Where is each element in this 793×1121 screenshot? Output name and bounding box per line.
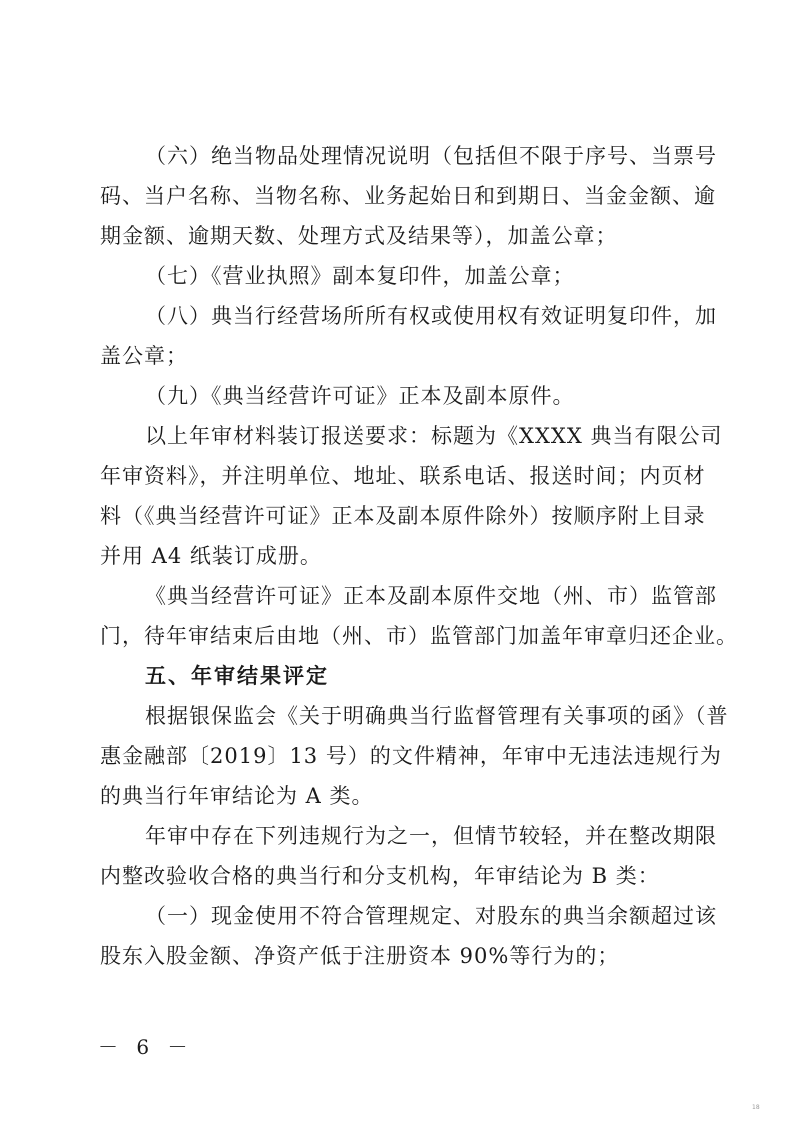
paragraph-line: （六）绝当物品处理情况说明（包括但不限于序号、当票号	[145, 144, 717, 168]
paragraph-line: 根据银保监会《关于明确典当行监督管理有关事项的函》（普	[145, 704, 729, 728]
paragraph-line: 码、当户名称、当物名称、业务起始日和到期日、当金金额、逾	[100, 184, 716, 208]
paragraph-line: 盖公章；	[100, 344, 188, 368]
paragraph-line: 内整改验收合格的典当行和分支机构，年审结论为 B 类：	[100, 864, 660, 888]
paragraph-line: 料（《典当经营许可证》正本及副本原件除外）按顺序附上目录	[100, 504, 706, 528]
paragraph-line: 并用 A4 纸装订成册。	[100, 544, 322, 568]
paragraph-line: 股东入股金额、净资产低于注册资本 90%等行为的；	[100, 944, 620, 968]
paragraph-line: 以上年审材料装订报送要求：标题为《XXXX 典当有限公司	[145, 424, 723, 448]
section-heading: 五、年审结果评定	[145, 664, 329, 688]
paragraph-line: 《典当经营许可证》正本及副本原件交地（州、市）监管部	[145, 584, 717, 608]
paragraph-line: 年审中存在下列违规行为之一，但情节较轻，并在整改期限	[145, 824, 717, 848]
paragraph-line: 的典当行年审结论为 A 类。	[100, 784, 374, 808]
page-number: － 6 －	[98, 1035, 194, 1059]
paragraph-line: 年审资料》，并注明单位、地址、联系电话、报送时间；内页材	[100, 464, 706, 488]
paragraph-line: （七）《营业执照》副本复印件，加盖公章；	[145, 264, 575, 288]
paragraph-line: 门，待年审结束后由地（州、市）监管部门加盖年审章归还企业。	[100, 624, 738, 648]
paragraph-line: （八）典当行经营场所所有权或使用权有效证明复印件，加	[145, 304, 717, 328]
paragraph-line: （九）《典当经营许可证》正本及副本原件。	[145, 384, 575, 408]
paragraph-line: （一）现金使用不符合管理规定、对股东的典当余额超过该	[145, 904, 717, 928]
paragraph-line: 惠金融部〔2019〕13 号）的文件精神，年审中无违法违规行为	[100, 744, 722, 768]
corner-mark: 18	[752, 1104, 760, 1111]
paragraph-line: 期金额、逾期天数、处理方式及结果等），加盖公章；	[100, 224, 618, 248]
